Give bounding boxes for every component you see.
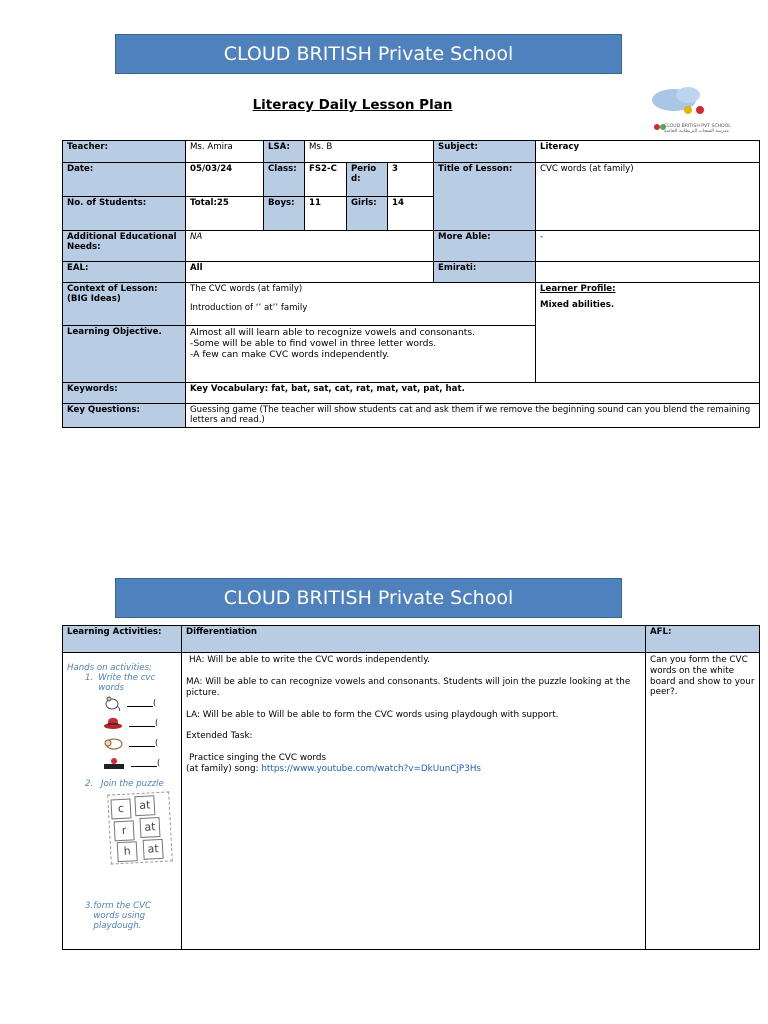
class-value: FS2-C	[305, 163, 347, 197]
eal-label: EAL:	[63, 262, 186, 283]
puzzle-piece: at	[143, 839, 164, 860]
picture-row-rat: (	[103, 693, 179, 713]
more-able-label: More Able:	[434, 231, 536, 262]
cat-icon	[103, 736, 123, 750]
teacher-value: Ms. Amira	[186, 141, 264, 163]
puzzle-picture	[107, 791, 173, 864]
extended-task-label: Extended Task:	[186, 731, 253, 741]
lsa-label: LSA:	[264, 141, 305, 163]
rat-icon	[103, 695, 121, 711]
more-able-value: -	[536, 231, 760, 262]
boys-label: Boys:	[264, 197, 305, 231]
hat-icon	[103, 716, 123, 730]
students-label: No. of Students:	[63, 197, 186, 231]
learner-profile-value: Mixed abilities.	[540, 300, 615, 310]
objective-value: Almost all will learn able to recognize vowels and consonants. -Some will be able to find vowel in three letter words. -A few can make CVC words independently.	[186, 326, 536, 383]
picture-row-cat: (	[103, 733, 179, 753]
date-label: Date:	[63, 163, 186, 197]
afl-header: AFL:	[646, 626, 760, 653]
context-value	[186, 283, 536, 326]
school-banner-top: CLOUD BRITISH Private School	[115, 34, 622, 74]
puzzle-piece: at	[139, 817, 160, 838]
questions-value: Guessing game (The teacher will show students cat and ask them if we remove the beginning sound can you blend the remaining letters and read.)	[186, 404, 760, 428]
keywords-value: Key Vocabulary: fat, bat, sat, cat, rat, mat, vat, pat, hat.	[186, 383, 760, 404]
song-link[interactable]: https://www.youtube.com/watch?v=DkUunCjP3Hs	[261, 764, 482, 774]
girls-value: 14	[388, 197, 434, 231]
date-value: 05/03/24	[186, 163, 264, 197]
emirati-label: Emirati:	[434, 262, 536, 283]
hands-on-heading: Hands on activities:	[67, 663, 152, 673]
activities-cell	[63, 653, 182, 950]
puzzle-piece: r	[114, 820, 135, 841]
keywords-label: Keywords:	[63, 383, 186, 404]
period-value: 3	[388, 163, 434, 197]
activity-item-3: 3. form the CVC words using playdough.	[85, 901, 152, 931]
picture-row-hat: (	[103, 713, 179, 733]
puzzle-piece: c	[110, 798, 131, 819]
picture-row-mat: (	[103, 753, 179, 773]
emirati-value	[536, 262, 760, 283]
activity-item-2: 2. Join the puzzle	[85, 779, 164, 789]
context-label: Context of Lesson: (BIG Ideas)	[63, 283, 186, 326]
aen-value: NA	[186, 231, 434, 262]
afl-cell: Can you form the CVC words on the white board and show to your peer?.	[646, 653, 760, 950]
boys-value: 11	[305, 197, 347, 231]
differentiation-header: Differentiation	[182, 626, 646, 653]
logo-caption: CLOUD BRITISH PVT SCHOOL مدرسة السحاب البريطانية الخاصة	[664, 124, 731, 134]
ma-text: MA: Will be able to can recognize vowels and consonants. Students will join the puzzle looking at the picture.	[186, 676, 631, 698]
practice-text: Practice singing the CVC words	[189, 752, 327, 763]
period-label: Perio d:	[347, 163, 388, 197]
activities-header: Learning Activities:	[63, 626, 182, 653]
aen-label: Additional Educational Needs:	[63, 231, 186, 262]
subject-label: Subject:	[434, 141, 536, 163]
context-line-2: Introduction of ‘’ at’’ family	[190, 303, 308, 313]
lesson-info-table	[62, 140, 760, 428]
la-text: LA: Will be able to Will be able to form the CVC words using playdough with support.	[186, 709, 559, 720]
girls-label: Girls:	[347, 197, 388, 231]
subject-value: Literacy	[536, 141, 760, 163]
context-line-1: The CVC words (at family)	[190, 284, 303, 294]
objective-label: Learning Objective.	[63, 326, 186, 383]
learner-profile-cell	[536, 283, 760, 383]
teacher-label: Teacher:	[63, 141, 186, 163]
students-value: Total:25	[186, 197, 264, 231]
lesson-title-value: CVC words (at family)	[536, 163, 760, 231]
puzzle-piece: at	[134, 795, 155, 816]
differentiation-cell	[182, 653, 646, 950]
school-banner-bottom: CLOUD BRITISH Private School	[115, 578, 622, 618]
puzzle-piece: h	[117, 841, 138, 862]
lesson-plan-title: Literacy Daily Lesson Plan	[252, 97, 453, 113]
ha-text: HA: Will be able to write the CVC words independently.	[189, 655, 430, 665]
lsa-value: Ms. B	[305, 141, 434, 163]
eal-value: All	[186, 262, 434, 283]
questions-label: Key Questions:	[63, 404, 186, 428]
lesson-title-label: Title of Lesson:	[434, 163, 536, 231]
activities-table	[62, 625, 760, 950]
song-line: (at family) song: https://www.youtube.com/watch?v=DkUunCjP3Hs	[186, 764, 482, 774]
mat-icon	[103, 756, 125, 770]
learner-profile-label: Learner Profile:	[540, 284, 616, 294]
activity-item-1: 1. Write the cvc words	[85, 673, 156, 693]
class-label: Class:	[264, 163, 305, 197]
